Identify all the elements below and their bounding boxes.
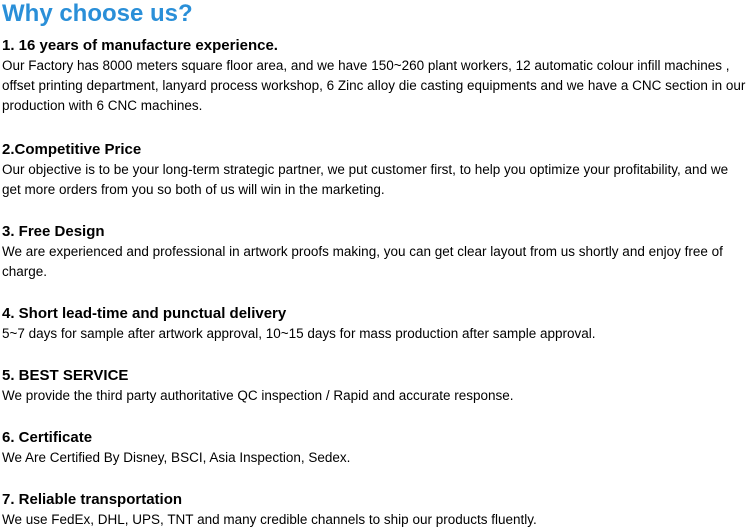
section-transportation (2, 490, 748, 530)
section-body: We use FedEx, DHL, UPS, TNT and many credible channels to ship our products fluently. (2, 512, 537, 527)
section-body: Our objective is to be your long-term strategic partner, we put customer first, to help you optimize your profitability, and we get more orders from you so both of us will win in the marketing. (2, 162, 729, 197)
section-body: We provide the third party authoritative QC inspection / Rapid and accurate response. (2, 388, 514, 403)
page-content (2, 0, 748, 527)
section-heading: 2.Competitive Price (2, 141, 142, 158)
section-body: Our Factory has 8000 meters square floor area, and we have 150~260 plant workers, 12 automatic colour infill machines , offset printing department, lanyard process workshop, 6 Zinc alloy die casting equipments and we have a CNC section in our production with 6 CNC machines. (2, 58, 746, 113)
section-body: We Are Certified By Disney, BSCI, Asia Inspection, Sedex. (2, 450, 351, 465)
section-best-service (2, 366, 748, 406)
section-competitive-price (2, 140, 748, 200)
section-heading: 3. Free Design (2, 223, 105, 240)
page-title: Why choose us? (2, 0, 193, 27)
section-manufacture-experience (2, 36, 748, 116)
section-body: 5~7 days for sample after artwork approval, 10~15 days for mass production after sample approval. (2, 326, 596, 341)
section-heading: 7. Reliable transportation (2, 491, 183, 508)
section-certificate (2, 428, 748, 468)
section-body: We are experienced and professional in artwork proofs making, you can get clear layout from us shortly and enjoy free of charge. (2, 244, 723, 279)
section-free-design (2, 222, 748, 282)
section-heading: 4. Short lead-time and punctual delivery (2, 305, 287, 322)
section-heading: 1. 16 years of manufacture experience. (2, 37, 278, 54)
section-heading: 5. BEST SERVICE (2, 367, 129, 384)
section-lead-time (2, 304, 748, 344)
section-heading: 6. Certificate (2, 429, 93, 446)
